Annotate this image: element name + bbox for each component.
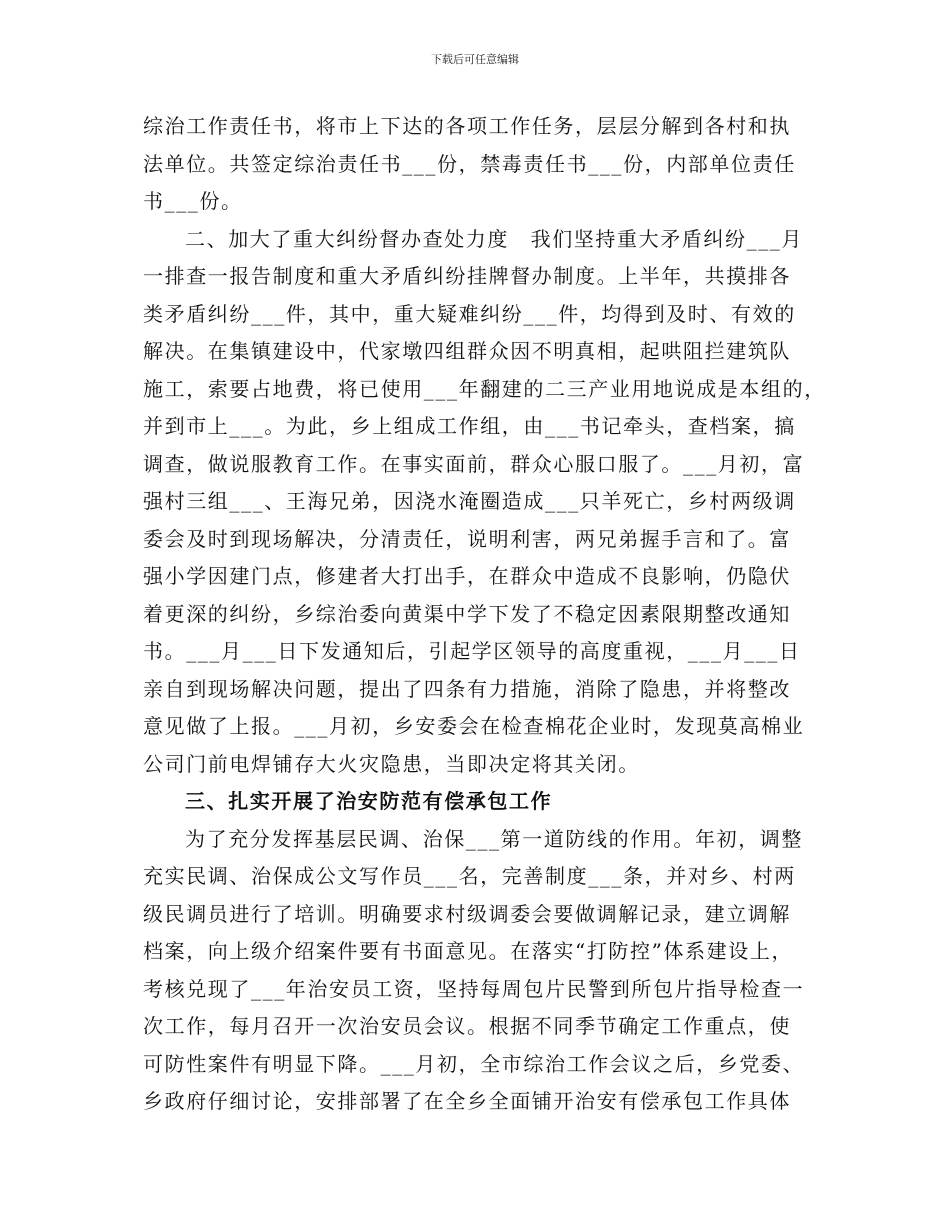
text-line: 强村三组___、王海兄弟，因浇水淹圈造成___只羊死亡，乡村两级调 — [143, 489, 796, 513]
text-line: 施工，索要占地费，将已使用___年翻建的二三产业用地说成是本组的， — [143, 376, 826, 401]
text-line: 意见做了上报。___月初，乡安委会在检查棉花企业时，发现莫高棉业 — [143, 714, 805, 738]
section-three-heading: 三、扎实开展了治安防范有偿承包工作 — [185, 789, 553, 813]
text-line: 亲自到现场解决问题，提出了四条有力措施，消除了隐患，并将整改 — [143, 676, 791, 701]
text-line: 法单位。共签定综治责任书___份，禁毒责任书___份，内部单位责任 — [143, 151, 796, 176]
text-line: 乡政府仔细讨论，安排部署了在全乡全面铺开治安有偿承包工作具体 — [143, 1089, 791, 1113]
text-line: 类矛盾纠纷___件，其中，重大疑难纠纷___件，均得到及时、有效的 — [143, 301, 796, 326]
text-line: 公司门前电焊铺存大火灾隐患，当即决定将其关闭。 — [143, 751, 640, 776]
page-header: 下载后可任意编辑 — [431, 53, 519, 66]
text-line: 委会及时到现场解决，分清责任，说明利害，两兄弟握手言和了。富 — [143, 526, 791, 551]
text-line: 调查，做说服教育工作。在事实面前，群众心服口服了。___月初，富 — [143, 451, 805, 476]
text-line: 可防性案件有明显下降。___月初，全市综治工作会议之后，乡党委、 — [143, 1051, 805, 1076]
text-line: 强小学因建门点，修建者大打出手，在群众中造成不良影响，仍隐伏 — [143, 564, 791, 588]
text-line: 书。___月___日下发通知后，引起学区领导的高度重视，___月___日 — [143, 639, 801, 663]
text-line: 充实民调、治保成公文写作员___名，完善制度___条，并对乡、村两 — [143, 864, 796, 888]
text-line: 档案，向上级介绍案件要有书面意见。在落实“打防控”体系建设上， — [143, 939, 794, 963]
text-line: 考核兑现了___年治安员工资，坚持每周包片民警到所包片指导检查一 — [143, 976, 805, 1001]
text-line: 并到市上___。为此，乡上组成工作组，由___书记牵头，查档案，搞 — [143, 414, 796, 438]
text-line: 综治工作责任书，将市上下达的各项工作任务，层层分解到各村和执 — [143, 114, 791, 138]
text-line: 次工作，每月召开一次治安员会议。根据不同季节确定工作重点，使 — [143, 1014, 791, 1038]
text-line: 着更深的纠纷，乡综治委向黄渠中学下发了不稳定因素限期整改通知 — [143, 601, 791, 626]
paragraph-first-line: 为了充分发挥基层民调、治保___第一道防线的作用。年初，调整 — [185, 826, 803, 851]
text-line: 解决。在集镇建设中，代家墩四组群众因不明真相，起哄阻拦建筑队 — [143, 339, 791, 363]
section-two-first-line: 二、加大了重大纠纷督办查处力度 我们坚持重大矛盾纠纷___月 — [185, 226, 803, 251]
document-body — [143, 108, 826, 1121]
text-line: 一排查一报告制度和重大矛盾纠纷挂牌督办制度。上半年，共摸排各 — [143, 264, 791, 288]
text-line: 书___份。 — [143, 189, 243, 213]
text-line: 级民调员进行了培训。明确要求村级调委会要做调解记录，建立调解 — [143, 901, 791, 926]
